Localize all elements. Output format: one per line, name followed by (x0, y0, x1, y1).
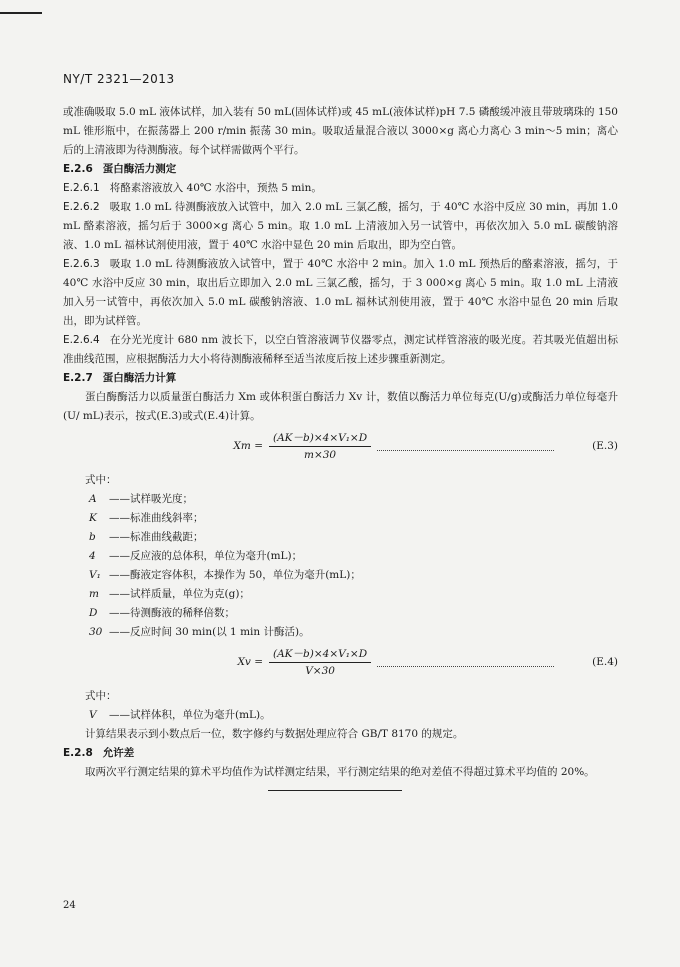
formula-numerator: (AK－b)×4×V₁×D (269, 430, 371, 447)
section-title: 允许差 (102, 747, 135, 759)
symbol-row (63, 547, 618, 566)
allowance-paragraph: 取两次平行测定结果的算术平均值作为试样测定结果，平行测定结果的绝对差值不得超过算术平均值的 20%。 (85, 766, 595, 778)
section-title: 蛋白酶活力计算 (102, 372, 177, 384)
clause-text: 吸取 1.0 mL 待测酶液放入试管中，置于 40℃ 水浴中 2 min。加入 1.0 mL 预热后的酪素溶液，摇匀，于 40℃ 水浴中反应 30 min，取出后立即加入 2.0 mL 三氯乙酸，摇匀，于 3 000×g 离心 5 min。取 1.0 mL 上清液加入另一试管中，再依次加入 5.0 mL 碳酸钠溶液、1.0 mL 福林试剂使用液，置于 40℃ 水浴中显色 20 min 后取出，即为试样管。 (63, 258, 618, 327)
section-e28 (63, 744, 618, 763)
symbol: m (89, 588, 99, 600)
clause-number: E.2.6.3 (63, 258, 100, 270)
clause-text: 吸取 1.0 mL 待测酶液放入试管中，加入 2.0 mL 三氯乙酸，摇匀，于 40℃ 水浴中反应 30 min，再加 1.0 mL 酪素溶液，摇匀后于 3000×g 离心 5 min。取 1.0 mL 上清液加入另一试管中，再依次加入 5.0 mL 碳酸钠溶液、1.0 mL 福林试剂使用液，置于 40℃ 水浴中显色 20 min 后取出，即为空白管。 (63, 201, 618, 251)
standard-number: NY/T 2321—2013 (63, 72, 175, 86)
symbol-definition: ——标准曲线斜率； (109, 512, 204, 524)
symbol-definition: ——试样体积，单位为毫升(mL)。 (109, 709, 271, 721)
symbol-definition: ——待测酶液的稀释倍数； (109, 607, 235, 619)
section-number: E.2.8 (63, 747, 93, 759)
clause-number: E.2.6.2 (63, 201, 100, 213)
where-label: 式中： (85, 690, 117, 702)
section-number: E.2.6 (63, 163, 93, 175)
clause-e263 (63, 255, 618, 331)
clause-e262 (63, 198, 618, 255)
symbol-definition: ——试样质量，单位为克(g)； (109, 588, 250, 600)
leader-dots (377, 658, 554, 667)
clause-number: E.2.6.1 (63, 182, 100, 194)
symbol: V (89, 709, 97, 721)
symbol-row (63, 604, 618, 623)
symbol: V₁ (89, 569, 101, 581)
formula-lhs: Xm = (233, 440, 263, 452)
section-title: 蛋白酶活力测定 (102, 163, 177, 175)
section-e26 (63, 160, 618, 179)
symbol-row (63, 566, 618, 585)
clause-number: E.2.6.4 (63, 334, 100, 346)
symbol-row (63, 706, 618, 725)
symbol: D (89, 607, 98, 619)
intro-paragraph: 或准确吸取 5.0 mL 液体试样，加入装有 50 mL(固体试样)或 45 mL(液体试样)pH 7.5 磷酸缓冲液且带玻璃珠的 150 mL 锥形瓶中，在振荡器上 200 r/min 振荡 30 min。吸取适量混合液以 3000×g 离心力离心 3 min～5 min；离心后的上清液即为待测酶液。每个试样需做两个平行。 (63, 106, 618, 156)
page-number: 24 (63, 900, 76, 911)
section-number: E.2.7 (63, 372, 93, 384)
formula-tag: (E.4) (592, 656, 618, 668)
symbol-row (63, 528, 618, 547)
formula-denominator: V×30 (305, 665, 335, 677)
symbol-definition: ——标准曲线截距； (109, 531, 204, 543)
end-rule (268, 790, 402, 791)
symbol-definition: ——酶液定容体积，本操作为 50，单位为毫升(mL)； (109, 569, 361, 581)
formula-lhs: Xv = (237, 656, 263, 668)
formula-e3 (63, 430, 618, 463)
symbol: K (89, 512, 97, 524)
top-rule (0, 12, 42, 14)
symbol-row (63, 585, 618, 604)
symbol: 30 (89, 626, 103, 638)
symbol-row (63, 490, 618, 509)
leader-dots (377, 442, 554, 451)
body (63, 103, 618, 782)
symbol: b (89, 531, 96, 543)
symbol: 4 (89, 550, 96, 562)
symbol-definition: ——反应时间 30 min(以 1 min 计酶活)。 (109, 626, 310, 638)
formula-e4 (63, 646, 618, 679)
symbol: A (89, 493, 97, 505)
where-label: 式中： (85, 474, 117, 486)
calc-paragraph: 蛋白酶酶活力以质量蛋白酶活力 Xm 或体积蛋白酶活力 Xv 计，数值以酶活力单位每克(U/g)或酶活力单位每毫升(U/ mL)表示，按式(E.3)或式(E.4)计算。 (63, 391, 618, 422)
result-paragraph: 计算结果表示到小数点后一位，数字修约与数据处理应符合 GB/T 8170 的规定。 (85, 728, 464, 740)
formula-denominator: m×30 (304, 449, 337, 461)
formula-fraction (269, 430, 371, 463)
symbol-definition: ——试样吸光度； (109, 493, 193, 505)
formula-tag: (E.3) (592, 440, 618, 452)
symbol-definition: ——反应液的总体积，单位为毫升(mL)； (109, 550, 303, 562)
symbol-row (63, 623, 618, 642)
clause-e261 (63, 179, 618, 198)
clause-text: 在分光光度计 680 nm 波长下，以空白管溶液调节仪器零点，测定试样管溶液的吸光度。若其吸光值超出标准曲线范围，应根据酶活力大小将待测酶液稀释至适当浓度后按上述步骤重新测定。 (63, 334, 618, 365)
symbol-row (63, 509, 618, 528)
formula-numerator: (AK－b)×4×V₁×D (269, 646, 371, 663)
section-e27 (63, 369, 618, 388)
formula-fraction (269, 646, 371, 679)
clause-text: 将酪素溶液放入 40℃ 水浴中，预热 5 min。 (109, 182, 322, 194)
clause-e264 (63, 331, 618, 369)
